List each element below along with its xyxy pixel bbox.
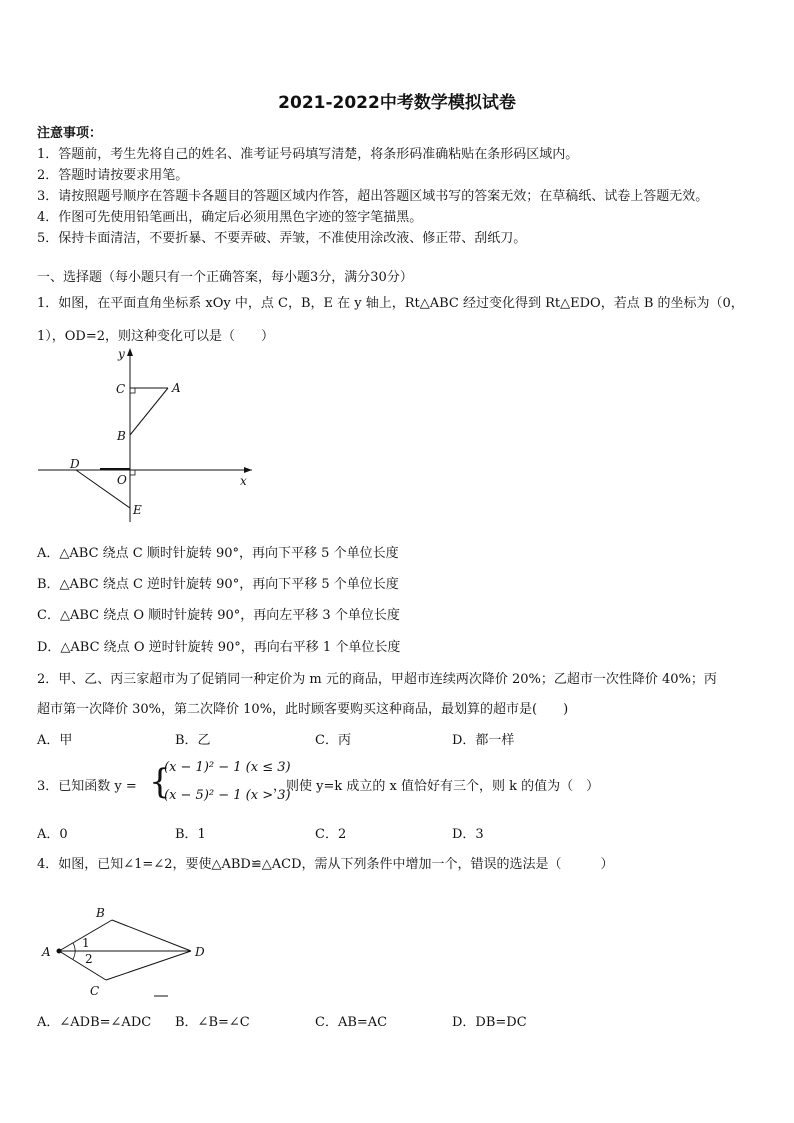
label-c: C: [90, 984, 100, 998]
question-4-option-c: C．AB=AC: [315, 1015, 388, 1030]
segment-bd: [112, 920, 191, 951]
label-b: B: [96, 906, 105, 920]
right-angle-mark-c: [130, 388, 135, 393]
question-2-stem: 2．甲、乙、丙三家超市为了促销同一种定价为 m 元的商品，甲超市连续两次降价 20%；乙超市一次性降价 40%；丙: [37, 672, 717, 687]
question-3-option-c: C．2: [315, 827, 347, 842]
label-d: D: [195, 945, 205, 959]
question-3-option-b: B．1: [175, 827, 206, 842]
notice-item: 4．作图可先使用铅笔画出，确定后必须用黑色字迹的签字笔描黑。: [37, 210, 423, 225]
segment-ab: [130, 388, 168, 435]
question-2-option-c: C．丙: [315, 733, 351, 748]
question-1-stem: 1．如图，在平面直角坐标系 xOy 中，点 C，B，E 在 y 轴上，Rt△ABC 经过变化得到 Rt△EDO，若点 B 的坐标为（0，: [37, 296, 744, 311]
label-c: C: [116, 382, 126, 396]
question-4-option-d: D．DB=DC: [452, 1015, 527, 1030]
label-b: B: [117, 429, 126, 443]
vertex-a-dot: [57, 949, 62, 954]
question-1-option-b: B．△ABC 绕点 C 逆时针旋转 90°，再向下平移 5 个单位长度: [37, 577, 399, 592]
label-a: A: [172, 381, 181, 395]
section-heading: 一、选择题（每小题只有一个正确答案，每小题3分，满分30分）: [37, 270, 413, 285]
question-1-option-a: A．△ABC 绕点 C 顺时针旋转 90°，再向下平移 5 个单位长度: [37, 546, 399, 561]
question-1-option-d: D．△ABC 绕点 O 逆时针旋转 90°，再向右平移 1 个单位长度: [37, 640, 401, 655]
notice-heading: 注意事项：: [37, 126, 103, 141]
label-angle-2: 2: [85, 952, 93, 966]
label-d: D: [70, 457, 80, 471]
segment-cd: [106, 951, 191, 980]
notice-item: 2．答题时请按要求用笔。: [37, 168, 189, 183]
question-4-option-b: B．∠B=∠C: [175, 1015, 250, 1030]
x-axis-arrow: [244, 467, 252, 473]
question-3-piece-2: (x − 5)² − 1 (x > 3): [164, 788, 291, 803]
question-4-figure: [36, 900, 226, 1000]
label-e: E: [133, 503, 142, 517]
label-a: A: [42, 945, 51, 959]
question-2-stem-cont: 超市第一次降价 30%，第二次降价 10%，此时顾客要购买这种商品，最划算的超市是( ): [37, 702, 569, 717]
question-3-piece-1: (x − 1)² − 1 (x ≤ 3): [164, 760, 291, 775]
question-1-stem-cont: 1），OD=2，则这种变化可以是（ ）: [37, 329, 275, 344]
question-2-option-b: B．乙: [175, 733, 211, 748]
question-4-option-a: A．∠ADB=∠ADC: [37, 1015, 152, 1030]
question-1-figure: [30, 342, 260, 532]
notice-item: 3．请按照题号顺序在答题卡各题目的答题区域内作答，超出答题区域书写的答案无效；在草稿纸、试卷上答题无效。: [37, 189, 709, 204]
y-axis-arrow: [127, 348, 133, 356]
page-title: 2021-2022中考数学模拟试卷: [278, 93, 516, 113]
question-3-option-d: D．3: [452, 827, 484, 842]
question-3-option-a: A．0: [37, 827, 68, 842]
label-x: x: [240, 474, 247, 488]
question-2-option-d: D．都一样: [452, 733, 515, 748]
label-y: y: [118, 347, 125, 361]
question-3-tail: ，则使 y=k 成立的 x 值恰好有三个，则 k 的值为（ ）: [273, 779, 600, 794]
question-1-option-c: C．△ABC 绕点 O 顺时针旋转 90°，再向左平移 3 个单位长度: [37, 608, 400, 623]
question-4-stem: 4．如图，已知∠1=∠2，要使△ABD≌△ACD，需从下列条件中增加一个，错误的选法是（ ）: [37, 857, 614, 872]
label-o: O: [117, 473, 127, 487]
question-3-lead: 3．已知函数 y =: [37, 779, 137, 794]
notice-item: 5．保持卡面清洁，不要折暴、不要弄破、弄皱，不准使用涂改液、修正带、刮纸刀。: [37, 231, 527, 246]
question-3-stem: [37, 760, 757, 810]
piecewise-brace: {: [149, 762, 171, 802]
label-angle-1: 1: [82, 936, 90, 950]
right-angle-mark-o: [130, 470, 135, 475]
segment-ac: [59, 951, 106, 980]
notice-item: 1．答题前，考生先将自己的姓名、准考证号码填写清楚，将条形码准确粘贴在条形码区域内。: [37, 147, 579, 162]
question-2-option-a: A．甲: [37, 733, 73, 748]
